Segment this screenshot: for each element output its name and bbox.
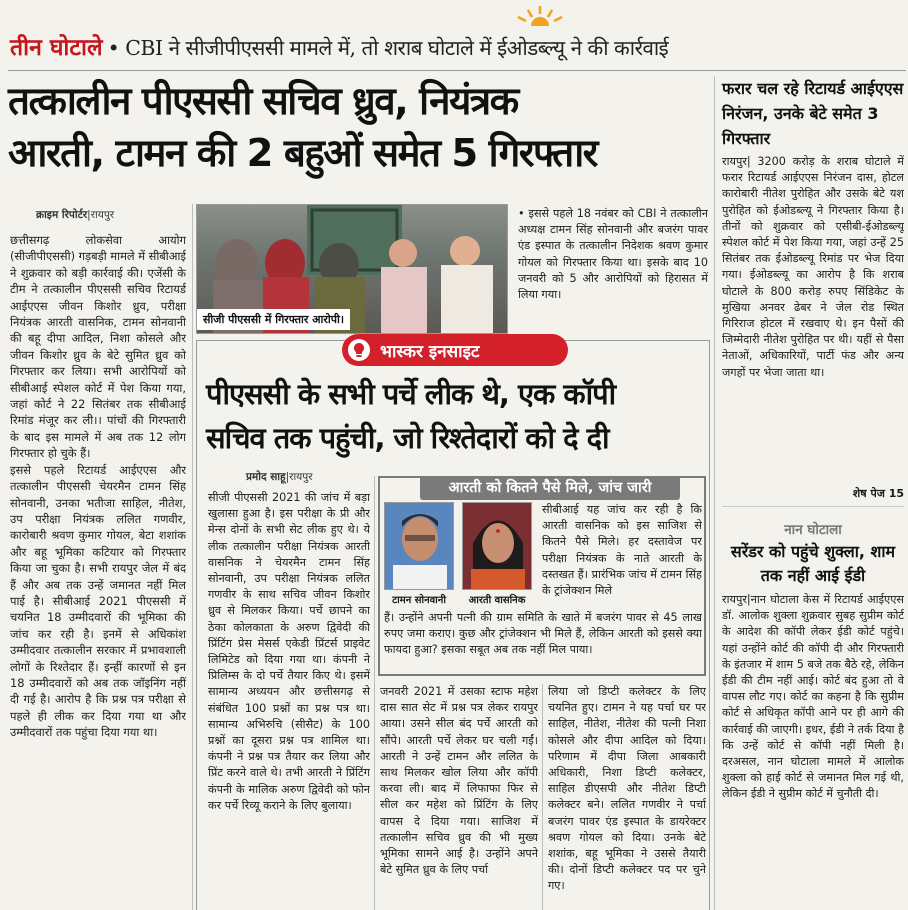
insight-col1: सीजी पीएससी 2021 की जांच में बड़ा खुलासा हुआ है। इस परीक्षा के प्री और मेन्स दोनों के सभी सेट लीक हुए थे। ये लीक तत्कालीन परीक्षा नियंत्रक आरती वासनिक ने चेयरमैन टामन सिंह सोनवानी, उप परीक्षा नियंत्रक ललित गणवीर के साथ सचिव जीवन किशोर ध्रुव से मिलकर किया। पर्चे छापने का ठेका कोलकाता के अरुण द्विवेदी की प्रिंटिंग प्रेस मेसर्स एकेडी प्रिंटर्स प्राइवेट लिमिटेड को दिया गया था। कंपनी ने प्रिलिम्स के दो पर्चे तैयार किए थे। इसमें सामान्य अध्ययन और छत्तीसगढ़ से संबंधित 100 प्रश्नों का प्रश्न पत्र था। सामान्य अभिरुचि (सीसैट) के 100 प्रश्नों का दूसरा प्रश्न पत्र शामिल था। कंपनी ने प्रश्न पत्र तैयार कर लिया और प्रिंट करने वाले थे। तभी आरती ने प्रिंटिंग कंपनी के मालिक अरुण द्विवेदी को फोन कर पर्चे रिव्यू कराने के लिए बुलाया। <box>208 491 370 812</box>
aarti-wasnik-photo <box>462 502 532 590</box>
column-separator-right <box>714 76 715 910</box>
nan-scam-headline: सरेंडर को पहुंचे शुक्ला, शाम तक नहीं आई ईडी <box>730 542 896 585</box>
insight-badge-label: भास्कर इनसाइट <box>380 341 480 362</box>
insight-byline-name: प्रमोद साहू <box>246 471 286 483</box>
insight-col-separator-2 <box>542 684 543 910</box>
kicker-line <box>10 30 905 70</box>
nan-scam-body: रायपुर|नान घोटाला केस में रिटायर्ड आईएएस डॉ. आलोक शुक्ला शुक्रवार सुबह सुप्रीम कोर्ट के आदेश की कॉपी लेकर ईडी कोर्ट पहुंचे। यहां उन्होंने कोर्ट की कॉपी दी और गिरफ्तारी के इंतजार में शाम 5 बजे तक बैठे रहे, लेकिन ईडी की टीम नहीं आई। कोर्ट बंद हुआ तो वे वापस लौट गए। कोर्ट का कहना है कि सुप्रीम कोर्ट से अधिकृत कॉपी आने पर ही आगे की कार्रवाई की जाएगी। इधर, ईडी ने तर्क दिया है कि उन्हें कोर्ट से कॉपी नहीं मिली है। दरअसल, नान घोटाला मामले में आलोक शुक्ला को हाई कोर्ट से जमानत मिल गई थी, लेकिन ईडी ने सुप्रीम कोर्ट में चुनौती दी। <box>722 593 904 801</box>
liquor-scam-body: रायपुर| 3200 करोड़ के शराब घोटाले में फरार रिटायर्ड आईएएस निरंजन दास, होटल कारोबारी नीतेश पुरोहित और उसके बेटे यश पुरोहित को ईओडब्ल्यू ने गिरफ्तार किया है। तीनों को शुक्रवार को एसीबी-ईओडब्ल्यू स्पेशल कोर्ट में पेश किया गया, जहां उन्हें 25 सितंबर तक ईओडब्ल्यू रिमांड पर भेज दिया गया। ईओडब्ल्यू का आरोप है कि शराब घोटाले के 800 करोड़ रुपए सिंडिकेट के मुखिया अनवर ढेबर ने जेल रोड स्थित गिरिराज होटल में रखवाए थे। इन पैसों की जिम्मेदारी नीतेश पुरोहित पर थी। यहीं से पैसा नेताओं, अधिकारियों, पार्टी फंड और अन्य जगहों पर भेजा जाता था। <box>722 155 904 379</box>
main-headline-line2: आरती, टामन की 2 बहुओं समेत 5 गिरफ्तार <box>8 131 597 176</box>
photo-caption: सीजी पीएससी में गिरफ्तार आरोपी। <box>197 309 350 330</box>
insight-col2: जनवरी 2021 में उसका स्टाफ महेश दास सात सेट में प्रश्न पत्र लेकर रायपुर आया। उसने सील बंद पर्चे आरती को सौंपे। आरती पर्चे लेकर घर चली गईं। आरती ने उन्हें टामन और ललित के साथ मिलकर खोल लिया और कॉपी करवा ली। बाद में लिफाफा फिर से सील कर महेश को प्रिंटिंग के लिए वापस दे दिया गया। साजिश में तत्कालीन सचिव ध्रुव की भी मुख्य भूमिका सामने आई है। उन्होंने अपने बेटे सुमित ध्रुव के लिए पर्चा <box>380 685 538 877</box>
main-byline: क्राइम रिपोर्टर|रायपुर <box>36 209 115 221</box>
arrested-accused-photo <box>196 204 508 334</box>
nan-scam-kicker: नान घोटाला <box>784 522 842 538</box>
insight-headline <box>206 372 706 460</box>
taman-sonwani-photo <box>384 502 454 590</box>
insight-badge <box>342 334 568 366</box>
insight-headline-line1: पीएससी के सभी पर्चे लीक थे, एक कॉपी <box>206 377 616 411</box>
money-subbox-text-full: हैं। उन्होंने अपनी पत्नी की ग्राम समिति के खाते में बजरंग पावर से 45 लाख रुपए जमा कराए। कुछ और ट्रांजेक्शन भी मिले हैं, लेकिन आरती को इससे क्या फायदा हुआ? इसका सबूत अब तक नहीं मिल पाया। <box>384 611 702 657</box>
person2-label: आरती वासनिक <box>468 595 526 606</box>
insight-byline: प्रमोद साहू|रायपुर <box>246 471 313 483</box>
person1-label: टामन सोनवानी <box>392 595 446 606</box>
kicker-label: तीन घोटाले <box>10 35 103 61</box>
sun-ornament-icon <box>512 4 568 26</box>
main-headline-line1: तत्कालीन पीएससी सचिव ध्रुव, नियंत्रक <box>8 79 518 124</box>
money-subbox-text-right: सीबीआई यह जांच कर रही है कि आरती वासनिक को इस साजिश से कितने पैसे मिले। हर दस्तावेज पर परीक्षा नियंत्रक के नाते आरती के दस्तखत हैं। प्रारंभिक जांच में टामन सिंह के ट्रांजेक्शन मिले <box>542 503 702 598</box>
continued-page: शेष पेज 15 <box>852 487 904 500</box>
liquor-scam-headline: फरार चल रहे रिटायर्ड आईएएस निरंजन, उनके बेटे समेत 3 गिरफ्तार <box>722 79 904 148</box>
main-byline-name: क्राइम रिपोर्टर <box>36 209 88 221</box>
bulb-icon <box>348 339 370 361</box>
main-headline <box>8 76 708 180</box>
right-story-rule <box>722 506 904 507</box>
column-separator-left <box>192 204 193 910</box>
insight-col-separator <box>374 476 375 910</box>
kicker-text: • CBI ने सीजीपीएससी मामले में, तो शराब घोटाले में ईओडब्ल्यू ने की कार्रवाई <box>107 36 669 60</box>
earlier-arrests-note: • इससे पहले 18 नवंबर को CBI ने तत्कालीन अध्यक्ष टामन सिंह सोनवानी और बजरंग पावर एंड इस्पात के तत्कालीन निदेशक श्रवण कुमार गोयल को गिरफ्तार किया था। इसके बाद 10 जनवरी को 5 और आरोपियों को हिरासत में लिया गया। <box>518 207 708 302</box>
insight-headline-line2: सचिव तक पहुंची, जो रिश्तेदारों को दे दी <box>206 421 609 455</box>
money-subbox-title: आरती को कितने पैसे मिले, जांच जारी <box>420 476 680 500</box>
insight-col3: लिया जो डिप्टी कलेक्टर के लिए चयनित हुए। टामन ने यह पर्चा घर पर साहिल, नीतेश, नीतेश की पत्नी निशा कोसले और दीपा आदिल को दिया। परिणाम में दीपा जिला आबकारी अधिकारी, निशा डिप्टी कलेक्टर, साहिल डीएसपी और नीतेश डिप्टी कलेक्टर बने। ललित गणवीर ने पर्चा बजरंग पावर एंड इस्पात के डायरेक्टर श्रवण गोयल को दिया। उनके बेटे शशांक, बहू भूमिका ने उससे तैयारी की। दोनों डिप्टी कलेक्टर पद पर चुने गए। <box>548 685 706 893</box>
main-byline-place: रायपुर <box>90 209 115 221</box>
main-body: छत्तीसगढ़ लोकसेवा आयोग (सीजीपीएससी) गड़बड़ी मामले में सीबीआई ने शुक्रवार को बड़ी कार्रवाई की। एजेंसी के टीम ने तत्कालीन पीएससी सचिव रिटायर्ड आईएएस जीवन किशोर ध्रुव, परीक्षा नियंत्रक आरती वासनिक, टामन सोनवानी की बहू दीपा आदिल, निशा कोसले और जीवन किशोर ध्रुव के बेटे सुमित ध्रुव को गिरफ्तार कर लिया। सभी आरोपियों को सीबीआई स्पेशल कोर्ट में पेश किया गया, जहां कोर्ट ने 22 सितंबर तक सीबीआई रिमांड मंजूर कर ली।। पांचों की गिरफ्तारी के बाद इस मामले में अब तक 12 लोग गिरफ्तार हो चुके हैं। इससे पहले रिटायर्ड आईएएस और तत्कालीन पीएससी चेयरमैन टामन सिंह सोनवानी, उनका भतीजा साहिल, नीतेश, उप परीक्षा नियंत्रक ललित गणवीर, कारोबारी श्रवण कुमार गोयल, बेटा शशांक और बहू भूमिका कटियार को गिरफ्तार किया जा चुका है। सभी रायपुर जेल में बंद हैं और अब तक उन्हें जमानत नहीं मिल पाई है। सीबीआई 2021 पीएससी में चयनित 18 उम्मीदवारों की भूमिका की जांच कर रही है। इनमें से अधिकांश उम्मीदवार तत्कालीन सरकार में प्रभावशाली लोगों के रिश्तेदार हैं। इन्हीं कारणों से इन 18 उम्मीदवारों को अब तक जॉइनिंग नहीं दी गई है। आरोप है कि प्रश्न पत्र परीक्षा से पहले ही लीक कर दिया गया था और उम्मीदवारों तक पहुंचा दिया गया था। <box>10 233 186 740</box>
kicker-rule <box>8 70 906 71</box>
insight-byline-place: रायपुर <box>289 471 313 483</box>
